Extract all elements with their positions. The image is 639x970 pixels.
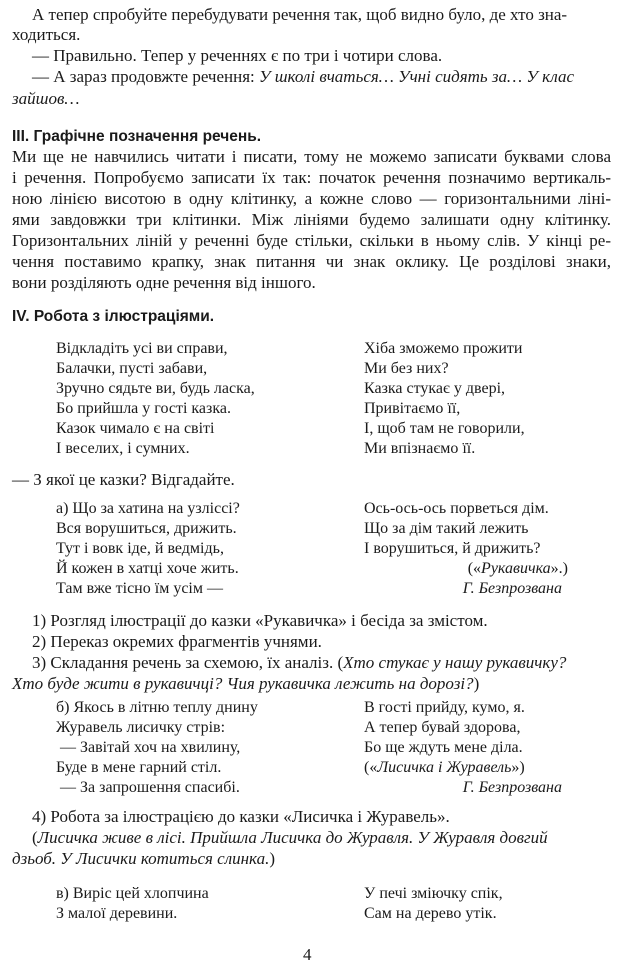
poem-1-left-line: Відкладіть усі ви справи, bbox=[56, 340, 228, 357]
source-close: ».) bbox=[550, 560, 568, 577]
intro-line-5: зайшов… bbox=[12, 89, 80, 108]
section-3-line: ною лінією висотою в одну клітинку, а кожне слово — горизонтальними ліні- bbox=[12, 189, 611, 208]
intro-line-3: — Правильно. Тепер у реченнях є по три і чотири слова. bbox=[32, 46, 443, 65]
poem-b-right-line: А тепер бувай здорова, bbox=[364, 719, 521, 736]
intro-line-4 bbox=[32, 66, 574, 87]
poem-a-left-line: Й кожен в хатці хоче жить. bbox=[56, 560, 239, 577]
poem-1-left-line: І веселих, і сумних. bbox=[56, 440, 190, 457]
intro-line-1: А тепер спробуйте перебудувати речення так, щоб видно було, де хто зна- bbox=[32, 5, 568, 24]
poem-b-author: Г. Безпрозвана bbox=[462, 779, 562, 796]
poem-a-left-line: Там вже тісно їм усім — bbox=[56, 580, 223, 597]
intro-line-4-prefix: — А зараз продовжте речення: bbox=[32, 67, 260, 86]
poem-v-right-line: Сам на дерево утік. bbox=[364, 905, 497, 922]
poem-1-left-line: Бо прийшла у гості казка. bbox=[56, 400, 231, 417]
step-4-note-line-2 bbox=[12, 848, 275, 869]
step-3-line2-close: ) bbox=[473, 674, 480, 693]
page-number: 4 bbox=[303, 945, 312, 964]
poem-a-right-line: І ворушиться, й дрижить? bbox=[364, 540, 541, 557]
section-3-line: вони розділяють одне речення від іншого. bbox=[12, 273, 316, 292]
poem-a-author: Г. Безпрозвана bbox=[462, 580, 562, 597]
step-4: 4) Робота за ілюстрацією до казки «Лисичка і Журавель». bbox=[32, 807, 450, 826]
poem-v-right-line: У печі зміючку спік, bbox=[364, 885, 503, 902]
intro-line-2: ходиться. bbox=[12, 25, 81, 44]
source-title: Рукавичка bbox=[481, 560, 551, 577]
section-3-line: чення поставимо крапку, знак питання чи знак оклику. Це розділові знаки, bbox=[12, 252, 611, 271]
note-italic-1: Лисичка живе в лісі. Прийшла Лисичка до Журавля. У Журавля довгий bbox=[37, 828, 548, 847]
source-open: (« bbox=[364, 759, 378, 776]
poem-a-left-line: Вся ворушиться, дрижить. bbox=[56, 520, 237, 537]
poem-1-right-line: Ми без них? bbox=[364, 360, 449, 377]
note-italic-2: дзьоб. У Лисички котиться слинка. bbox=[12, 849, 270, 868]
poem-a-right-line: Що за дім такий лежить bbox=[364, 520, 529, 537]
poem-b-right-line: Бо ще ждуть мене діла. bbox=[364, 739, 523, 756]
step-3-continued bbox=[12, 673, 479, 694]
poem-b-left-line: Журавель лисичку стрів: bbox=[56, 719, 226, 736]
poem-1-right-line: Хіба зможемо прожити bbox=[364, 340, 523, 357]
poem-a-left-line: Тут і вовк іде, й ведмідь, bbox=[56, 540, 224, 557]
poem-v-left-line: З малої деревини. bbox=[56, 905, 178, 922]
step-3-prefix: 3) Складання речень за схемою, їх аналіз. ( bbox=[32, 653, 344, 672]
poem-b-source bbox=[364, 758, 525, 778]
step-3-italic: Хто стукає у нашу рукавичку? bbox=[343, 653, 567, 672]
poem-1-right-line: Казка стукає у двері, bbox=[364, 380, 506, 397]
poem-b-left-line: — За запрошення спасибі. bbox=[60, 779, 240, 796]
step-3 bbox=[32, 652, 566, 673]
section-4-heading: IV. Робота з ілюстраціями. bbox=[12, 308, 215, 325]
section-3-line: Ми ще не навчились читати і писати, тому не можемо записати буквами слова bbox=[12, 147, 611, 166]
poem-a-right-line: Ось-ось-ось порветься дім. bbox=[364, 500, 549, 517]
poem-b-left-line: — Завітай хоч на хвилину, bbox=[60, 739, 241, 756]
note-close: ) bbox=[269, 849, 275, 868]
poem-b-left-line: б) Якось в літню теплу днину bbox=[56, 699, 258, 716]
poem-a-source bbox=[468, 559, 568, 579]
poem-1-right-line: Ми впізнаємо її. bbox=[364, 440, 476, 457]
step-4-note-line-1 bbox=[32, 827, 548, 848]
riddle-question: — З якої це казки? Відгадайте. bbox=[12, 470, 235, 489]
poem-b-left-line: Буде в мене гарний стіл. bbox=[56, 759, 222, 776]
poem-v-left-line: в) Виріс цей хлопчина bbox=[56, 885, 209, 902]
source-open: (« bbox=[467, 560, 482, 577]
poem-1-left-line: Казок чимало є на світі bbox=[56, 420, 215, 437]
step-3-line2-italic: Хто буде жити в рукавичці? Чия рукавичка лежить на дорозі? bbox=[12, 674, 474, 693]
poem-1-right-line: Привітаємо її, bbox=[364, 400, 461, 417]
poem-1-right-line: І, щоб там не говорили, bbox=[364, 420, 525, 437]
source-title: Лисичка і Журавель bbox=[377, 759, 512, 776]
section-3-line: ями завдовжки три клітинки. Між лініями будемо залишати одну клітинку. bbox=[12, 210, 611, 229]
section-3-heading: ІІІ. Графічне позначення речень. bbox=[12, 128, 262, 145]
note-open: ( bbox=[32, 828, 38, 847]
step-2: 2) Переказ окремих фрагментів учнями. bbox=[32, 632, 322, 651]
poem-1-left-line: Балачки, пусті забави, bbox=[56, 360, 208, 377]
section-3-line: і речення. Попробуємо записати їх так: початок речення позначимо вертикаль- bbox=[12, 168, 611, 187]
source-close: ») bbox=[511, 759, 525, 776]
poem-a-left-line: а) Що за хатина на узліссі? bbox=[56, 500, 240, 517]
step-1: 1) Розгляд ілюстрації до казки «Рукавичка» і бесіда за змістом. bbox=[32, 611, 488, 630]
poem-1-left-line: Зручно сядьте ви, будь ласка, bbox=[56, 380, 255, 397]
intro-line-4-italic: У школі вчаться… Учні сидять за… У клас bbox=[259, 67, 575, 86]
section-3-line: Горизонтальних ліній у реченні буде стільки, скільки в ньому слів. У кінці ре- bbox=[12, 231, 611, 250]
poem-b-right-line: В гості прийду, кумо, я. bbox=[364, 699, 525, 716]
